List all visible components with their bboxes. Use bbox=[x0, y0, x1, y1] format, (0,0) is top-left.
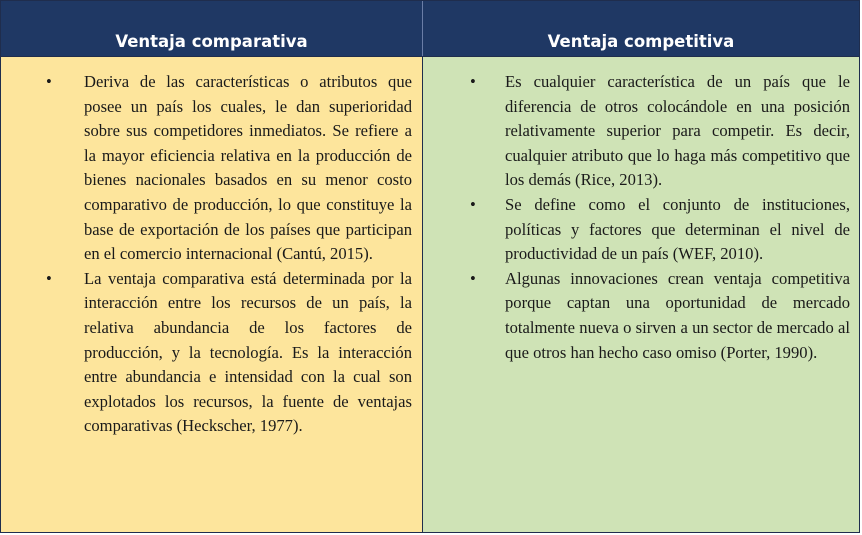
header-ventaja-competitiva: Ventaja competitiva bbox=[423, 1, 859, 56]
competitiva-list bbox=[470, 70, 850, 365]
list-item bbox=[470, 193, 850, 267]
list-item bbox=[46, 267, 412, 439]
bullet-icon: • bbox=[470, 268, 476, 288]
list-item-text: La ventaja comparativa está determinada por la interacción entre los recursos de un país, la relativa abundancia de los factores de producción, y la tecnología. Es la interacción entre abundancia e intensidad con la cual son explotados los recursos, la fuente de ventajas comparativas (Heckscher, 1977). bbox=[84, 268, 412, 436]
list-item-text: Se define como el conjunto de instituciones, políticas y factores que determinan el nivel de productividad de un país (WEF, 2010). bbox=[505, 194, 850, 264]
cell-ventaja-comparativa bbox=[1, 56, 423, 532]
list-item-text: Algunas innovaciones crean ventaja competitiva porque captan una oportunidad de mercado totalmente nueva o sirven a un sector de mercado al que otros han hecho caso omiso (Porter, 1990). bbox=[505, 268, 850, 362]
list-item-text: Es cualquier característica de un país que le diferencia de otros colocándole en una posición relativamente superior para competir. Es decir, cualquier atributo que lo haga más competitivo que los demás (Rice, 2013). bbox=[505, 72, 850, 190]
list-item bbox=[470, 267, 850, 365]
bullet-icon: • bbox=[46, 268, 52, 288]
bullet-icon: • bbox=[46, 72, 52, 91]
list-item-text: Deriva de las características o atributos que posee un país los cuales, le dan superioridad sobre sus competidores inmediatos. Se refiere a la mayor eficiencia relativa en la producción de bienes nacionales basados en su menor costo comparativo de producción, lo que constituye la base de exportación de los países que participan en el comercio internacional (Cantú, 2015). bbox=[84, 72, 412, 264]
comparativa-list bbox=[46, 70, 412, 439]
cell-ventaja-competitiva bbox=[423, 56, 859, 532]
list-item bbox=[46, 70, 412, 267]
bullet-icon: • bbox=[470, 72, 476, 91]
bullet-icon: • bbox=[470, 194, 476, 214]
header-ventaja-comparativa: Ventaja comparativa bbox=[1, 1, 423, 56]
list-item bbox=[470, 70, 850, 193]
